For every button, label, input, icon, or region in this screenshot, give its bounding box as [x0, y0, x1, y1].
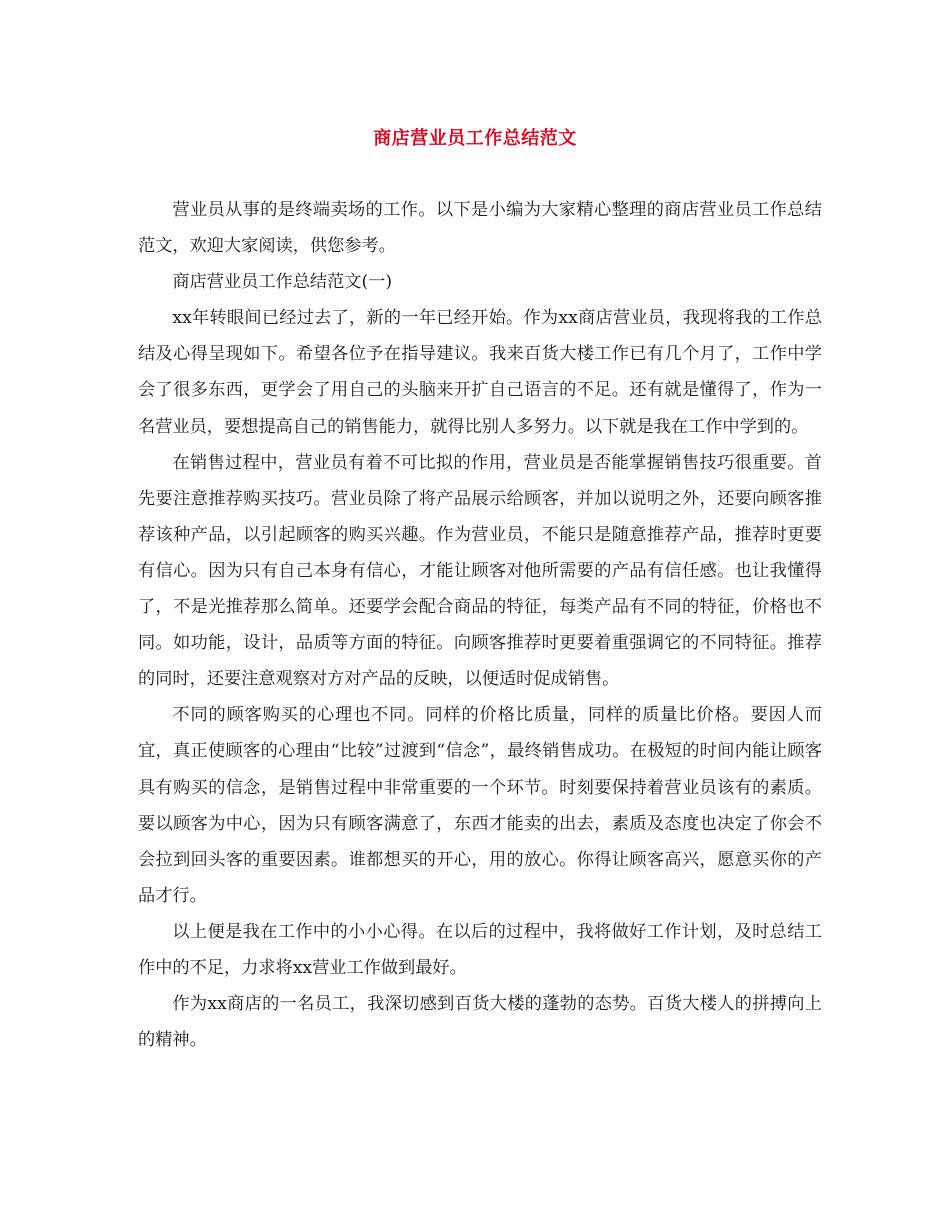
document-body: [138, 192, 822, 1058]
paragraph-closing: 作为xx商店的一名员工，我深切感到百货大楼的蓬勃的态势。百货大楼人的拼搏向上的精神。: [138, 994, 822, 1051]
section-heading: 商店营业员工作总结范文(一): [172, 272, 393, 293]
paragraph-summary: xx年转眼间已经过去了，新的一年已经开始。作为xx商店营业员，我现将我的工作总结及心得呈现如下。希望各位予在指导建议。我来百货大楼工作已有几个月了，工作中学会了很多东西，更学会了用自己的头脑来开扩自己语言的不足。还有就是懂得了，作为一名营业员，要想提高自己的销售能力，就得比别人多努力。以下就是我在工作中学到的。: [138, 308, 822, 437]
paragraph-sales-skills: 在销售过程中，营业员有着不可比拟的作用，营业员是否能掌握销售技巧很重要。首先要注意推荐购买技巧。营业员除了将产品展示给顾客，并加以说明之外，还要向顾客推荐该种产品，以引起顾客的购买兴趣。作为营业员，不能只是随意推荐产品，推荐时更要有信心。因为只有自己本身有信心，才能让顾客对他所需要的产品有信任感。也让我懂得了，不是光推荐那么简单。还要学会配合商品的特征，每类产品有不同的特征，价格也不同。如功能，设计，品质等方面的特征。向顾客推荐时更要着重强调它的不同特征。推荐的同时，还要注意观察对方对产品的反映，以便适时促成销售。: [138, 452, 822, 690]
paragraph-intro: 营业员从事的是终端卖场的工作。以下是小编为大家精心整理的商店营业员工作总结范文，欢迎大家阅读，供您参考。: [138, 200, 822, 257]
paragraph-customer-psychology: 不同的顾客购买的心理也不同。同样的价格比质量，同样的质量比价格。要因人而宜，真正使顾客的心理由“比较”过渡到“信念”，最终销售成功。在极短的时间内能让顾客具有购买的信念，是销售过程中非常重要的一个环节。时刻要保持着营业员该有的素质。要以顾客为中心，因为只有顾客满意了，东西才能卖的出去，素质及态度也决定了你会不会拉到回头客的重要因素。谁都想买的开心，用的放心。你得让顾客高兴，愿意买你的产品才行。: [138, 705, 822, 906]
document-title: 商店营业员工作总结范文: [373, 128, 577, 149]
paragraph-conclusion: 以上便是我在工作中的小小心得。在以后的过程中，我将做好工作计划，及时总结工作中的不足，力求将xx营业工作做到最好。: [138, 921, 822, 978]
